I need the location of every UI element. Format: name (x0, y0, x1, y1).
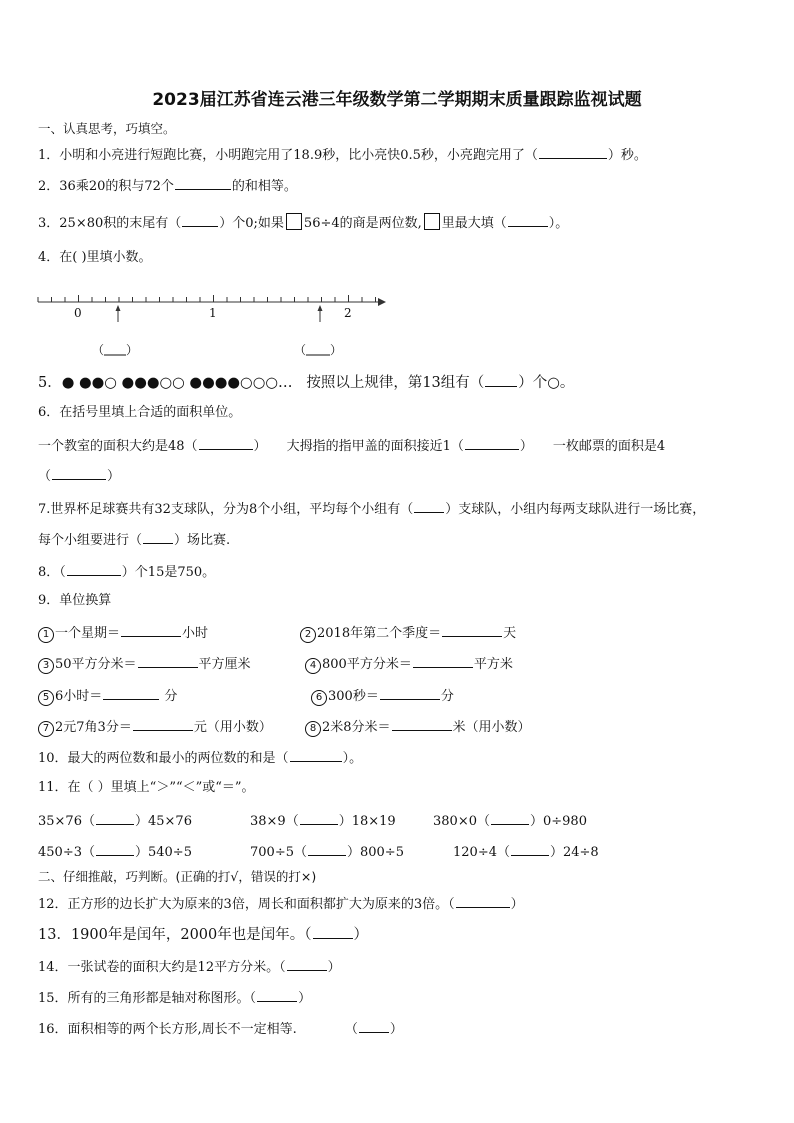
compare-item: 700÷5（ ）800÷5 (250, 845, 404, 860)
answer-blank[interactable] (308, 843, 346, 856)
circled-number: 4 (305, 658, 321, 674)
conversion-item-7: 7 2元7角3分＝ 元（用小数） (38, 718, 272, 737)
answer-blank[interactable] (182, 214, 218, 227)
section-2-heading: 二、仔细推敲，巧判断。(正确的打√，错误的打×) (38, 869, 317, 884)
compare-item: 450÷3（ ）540÷5 (38, 845, 192, 860)
circled-number: 6 (311, 690, 327, 706)
arrow-head-icon (378, 298, 386, 306)
question-12: 12．正方形的边长扩大为原来的3倍，周长和面积都扩大为原来的3倍。（ ） (38, 897, 524, 912)
conversion-item-6: 6 300秒＝ 分 (311, 687, 454, 706)
answer-blank[interactable] (508, 214, 548, 227)
conversion-item-8: 8 2米8分米＝ 米（用小数） (305, 718, 531, 737)
answer-blank[interactable] (290, 749, 342, 762)
answer-blank[interactable] (67, 563, 121, 576)
question-6: 6．在括号里填上合适的面积单位。 (38, 405, 242, 420)
answer-blank[interactable] (143, 531, 173, 544)
answer-blank[interactable] (413, 655, 473, 668)
conversion-item-3: 3 50平方分米＝ 平方厘米 (38, 655, 251, 674)
question-7-continued: 每个小组要进行（ ）场比赛. (38, 533, 231, 548)
tick-label-0: 0 (74, 306, 82, 320)
circled-number: 3 (38, 658, 54, 674)
digit-box[interactable] (286, 213, 302, 230)
answer-blank[interactable] (287, 958, 327, 971)
conversion-item-2: 2 2018年第二个季度＝ 天 (300, 624, 516, 643)
question-6-item-c-answer: （ ） (38, 469, 121, 484)
digit-box[interactable] (424, 213, 440, 230)
answer-blank[interactable] (456, 895, 510, 908)
answer-blank[interactable] (96, 843, 134, 856)
question-16: 16．面积相等的两个长方形,周长不一定相等. （ ） (38, 1022, 403, 1037)
conversion-item-1: 1 一个星期＝ 小时 (38, 624, 208, 643)
answer-bracket-close: ） (330, 343, 343, 357)
up-arrow-icon (318, 305, 323, 311)
answer-blank[interactable] (465, 437, 519, 450)
question-5: 5．● ●●○ ●●●○○ ●●●●○○○… 按照以上规律，第13组有（ ）个○。 (38, 375, 575, 391)
circled-number: 2 (300, 627, 316, 643)
question-10: 10．最大的两位数和最小的两位数的和是（ ）。 (38, 751, 363, 766)
tick-label-2: 2 (344, 306, 352, 320)
answer-blank[interactable] (392, 718, 452, 731)
answer-blank[interactable] (175, 177, 231, 190)
answer-blank[interactable] (133, 718, 193, 731)
answer-bracket-open: （ (294, 343, 307, 357)
question-3: 3．25×80积的末尾有（ ）个0;如果 56÷4的商是两位数, 里最大填（ ）。 (38, 213, 568, 232)
answer-blank[interactable] (52, 467, 106, 480)
up-arrow-icon (116, 305, 121, 311)
question-6-items: 一个教室的面积大约是48（ ） 大拇指的指甲盖的面积接近1（ ） 一枚邮票的面积是4 (38, 439, 666, 454)
question-13: 13．1900年是闰年，2000年也是闰年。（ ） (38, 927, 369, 943)
answer-blank[interactable] (511, 843, 549, 856)
answer-blank[interactable] (442, 624, 502, 637)
circled-number: 1 (38, 627, 54, 643)
tick-label-1: 1 (209, 306, 217, 320)
answer-blank[interactable] (359, 1020, 389, 1033)
compare-item: 38×9（ ）18×19 (250, 814, 396, 829)
answer-blank[interactable] (539, 146, 607, 159)
number-line-ticks (38, 295, 376, 302)
answer-blank[interactable] (121, 624, 181, 637)
conversion-item-4: 4 800平方分米＝ 平方米 (305, 655, 513, 674)
compare-item: 120÷4（ ）24÷8 (453, 845, 599, 860)
answer-blank[interactable] (491, 812, 529, 825)
compare-item: 380×0（ ）0÷980 (433, 814, 587, 829)
question-2: 2．36乘20的积与72个 的和相等。 (38, 179, 297, 194)
question-8: 8．（ ）个15是750。 (38, 565, 216, 580)
answer-bracket-open: （ (92, 343, 105, 357)
answer-blank[interactable] (138, 655, 198, 668)
answer-blank[interactable] (414, 500, 444, 513)
answer-blank[interactable] (103, 687, 159, 700)
number-line (30, 288, 400, 363)
circled-number: 5 (38, 690, 54, 706)
page-title: 2023届江苏省连云港三年级数学第二学期期末质量跟踪监视试题 (152, 90, 642, 110)
conversion-item-5: 5 6小时＝ 分 (38, 687, 177, 706)
compare-item: 35×76（ ）45×76 (38, 814, 192, 829)
question-14: 14．一张试卷的面积大约是12平方分米。（ ） (38, 960, 341, 975)
answer-blank[interactable] (313, 926, 353, 939)
answer-bracket-close: ） (126, 343, 139, 357)
circled-number: 7 (38, 721, 54, 737)
question-15: 15．所有的三角形都是轴对称图形。（ ） (38, 991, 312, 1006)
answer-blank[interactable] (300, 812, 338, 825)
question-9: 9．单位换算 (38, 593, 112, 608)
question-1: 1．小明和小亮进行短跑比赛，小明跑完用了18.9秒，比小亮快0.5秒，小亮跑完用了（ ）秒。 (38, 148, 647, 163)
answer-blank[interactable] (380, 687, 440, 700)
question-11: 11．在（ ）里填上“＞”“＜”或“＝”。 (38, 780, 255, 795)
answer-blank[interactable] (199, 437, 253, 450)
answer-blank[interactable] (96, 812, 134, 825)
circled-number: 8 (305, 721, 321, 737)
section-1-heading: 一、认真思考，巧填空。 (38, 121, 176, 136)
question-4: 4．在( )里填小数。 (38, 250, 152, 265)
answer-blank[interactable] (485, 374, 517, 387)
question-7: 7.世界杯足球赛共有32支球队，分为8个小组，平均每个小组有（ ）支球队，小组内每两支球队进行一场比赛， (38, 502, 706, 517)
answer-blank[interactable] (257, 989, 297, 1002)
